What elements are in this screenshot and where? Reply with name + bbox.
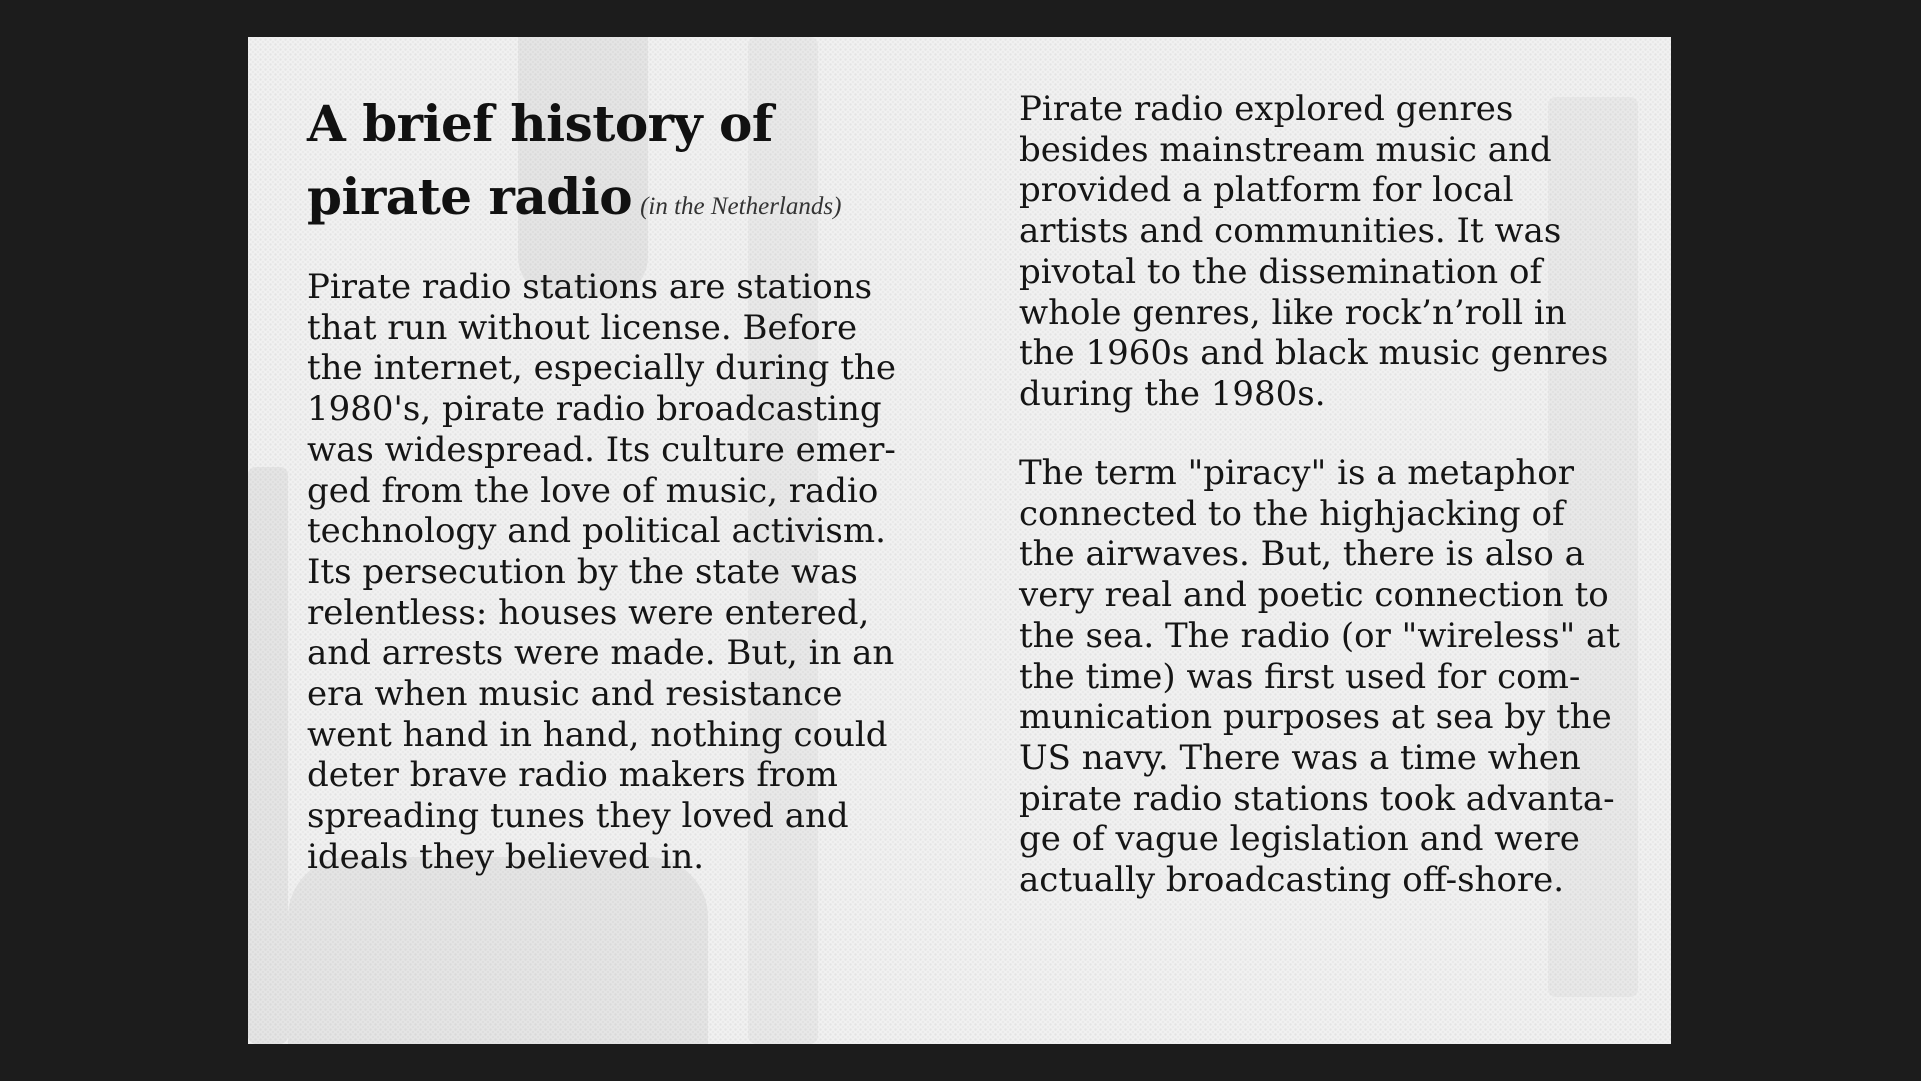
page-subtitle: (in the Netherlands) <box>640 193 842 220</box>
background-photo-shade <box>288 857 708 1044</box>
background-photo-shade <box>248 467 288 1044</box>
title-line-1: A brief history of <box>307 94 773 153</box>
genres-paragraph: Pirate radio explored genres besides mainstream music and provided a platform for local artists and communities. It was pivotal to the dissemination of whole genres, like rock’n’roll in the 1960s and black music genres during the 1980s. <box>1019 89 1609 414</box>
piracy-paragraph: The term "piracy" is a metaphor connected to the highjacking of the airwaves. But, there is also a very real and poetic connection to the sea. The radio (or "wireless" at the time) was first used for com- munication purposes at sea by the US navy. There was a time when pirate radio stations took advanta- ge of vague legislation and were actually broadcasting off-shore. <box>1019 453 1620 901</box>
intro-paragraph: Pirate radio stations are stations that run without license. Before the internet, especially during the 1980's, pirate radio broadcasting was widespread. Its culture emer- ged from the love of music, radio technology and political activism. Its persecution by the state was relentless: houses were entered, and arrests were made. But, in an era when music and resistance went hand in hand, nothing could deter brave radio makers from spreading tunes they loved and ideals they believed in. <box>307 267 896 877</box>
title-line-2: pirate radio <box>307 167 633 226</box>
document-page <box>248 37 1671 1044</box>
page-title <box>307 87 927 243</box>
